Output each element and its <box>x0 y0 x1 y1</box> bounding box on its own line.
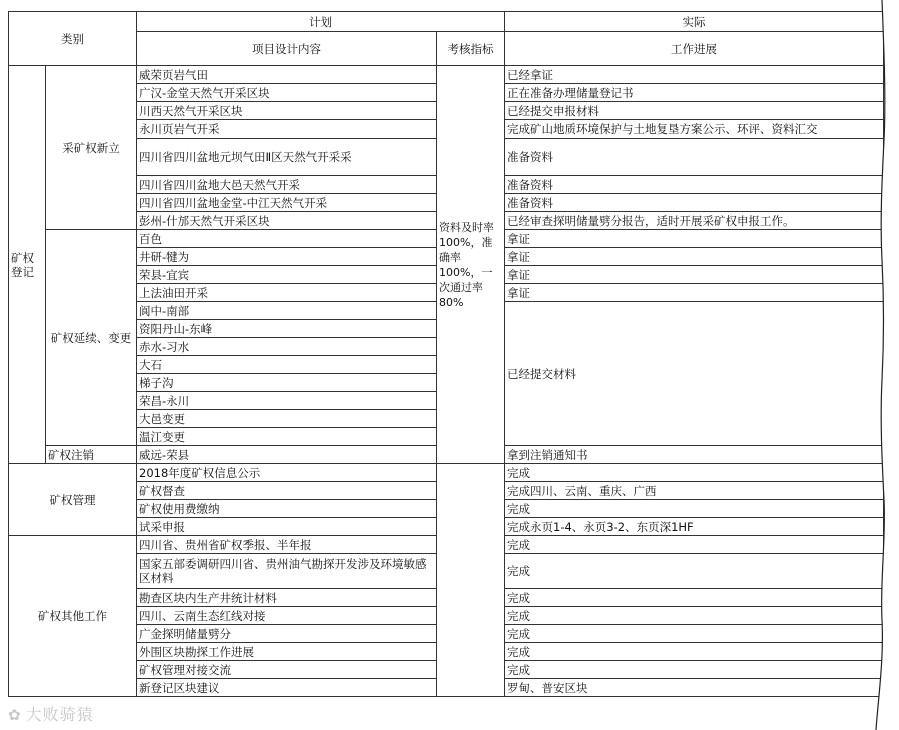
item-cell: 勘查区块内生产井统计材料 <box>137 589 437 607</box>
item-cell: 永川页岩气开采 <box>137 120 437 139</box>
header-project-design: 项目设计内容 <box>137 32 437 66</box>
header-plan: 计划 <box>137 12 505 32</box>
item-cell: 国家五部委调研四川省、贵州油气勘探开发涉及环境敏感区材料 <box>137 554 437 589</box>
item-cell: 赤水-习水 <box>137 338 437 356</box>
item-cell: 阆中-南部 <box>137 302 437 320</box>
item-cell: 大邑变更 <box>137 410 437 428</box>
item-cell: 2018年度矿权信息公示 <box>137 464 437 482</box>
item-cell: 温江变更 <box>137 428 437 446</box>
progress-cell: 完成永页1-4、永页3-2、东页深1HF <box>505 518 884 536</box>
progress-cell: 完成 <box>505 661 884 679</box>
item-cell: 大石 <box>137 356 437 374</box>
item-cell: 上法油田开采 <box>137 284 437 302</box>
group-mining-registration: 矿权登记 <box>9 66 46 464</box>
item-cell: 广金探明储量劈分 <box>137 625 437 643</box>
group-other-work: 矿权其他工作 <box>9 536 137 697</box>
item-cell: 梯子沟 <box>137 374 437 392</box>
item-cell: 荣昌-永川 <box>137 392 437 410</box>
item-cell: 彭州-什邡天然气开采区块 <box>137 212 437 230</box>
item-cell: 资阳丹山-东峰 <box>137 320 437 338</box>
progress-cell: 已经审查探明储量劈分报告，适时开展采矿权申报工作。 <box>505 212 884 230</box>
progress-cell: 完成 <box>505 589 884 607</box>
header-category: 类别 <box>9 12 137 66</box>
watermark: ✿ 大败骑猿 <box>8 705 94 724</box>
kpi-cell-empty <box>437 464 505 697</box>
group-extension-change: 矿权延续、变更 <box>46 230 137 446</box>
progress-cell: 完成四川、云南、重庆、广西 <box>505 482 884 500</box>
progress-cell: 拿证 <box>505 284 884 302</box>
item-cell: 广汉-金堂天然气开采区块 <box>137 84 437 102</box>
progress-cell: 完成 <box>505 643 884 661</box>
progress-cell: 完成 <box>505 464 884 482</box>
item-cell: 外围区块勘探工作进展 <box>137 643 437 661</box>
progress-cell: 拿证 <box>505 248 884 266</box>
progress-cell: 拿到注销通知书 <box>505 446 884 464</box>
kpi-cell: 资料及时率100%，准确率100%，一次通过率80% <box>437 66 505 464</box>
item-cell: 矿权督查 <box>137 482 437 500</box>
progress-cell: 完成矿山地质环境保护与土地复垦方案公示、环评、资料汇交 <box>505 120 884 139</box>
table-row <box>9 464 884 482</box>
progress-cell: 正在准备办理储量登记书 <box>505 84 884 102</box>
item-cell: 矿权管理对接交流 <box>137 661 437 679</box>
item-cell: 四川省、贵州省矿权季报、半年报 <box>137 536 437 554</box>
progress-cell: 完成 <box>505 536 884 554</box>
progress-cell: 完成 <box>505 554 884 589</box>
item-cell: 威远-荣县 <box>137 446 437 464</box>
group-new-mining-right: 采矿权新立 <box>46 66 137 230</box>
progress-cell: 完成 <box>505 500 884 518</box>
header-progress: 工作进展 <box>505 32 884 66</box>
progress-cell: 拿证 <box>505 266 884 284</box>
item-cell: 新登记区块建议 <box>137 679 437 697</box>
item-cell: 井研-犍为 <box>137 248 437 266</box>
mining-rights-table <box>8 11 884 697</box>
item-cell: 威荣页岩气田 <box>137 66 437 84</box>
group-cancellation: 矿权注销 <box>46 446 137 464</box>
watermark-logo-icon: ✿ <box>8 706 22 724</box>
table-row <box>9 66 884 84</box>
progress-cell: 完成 <box>505 625 884 643</box>
item-cell: 四川省四川盆地金堂-中江天然气开采 <box>137 194 437 212</box>
progress-cell: 已经拿证 <box>505 66 884 84</box>
progress-cell: 准备资料 <box>505 176 884 194</box>
item-cell: 试采申报 <box>137 518 437 536</box>
progress-cell: 已经提交申报材料 <box>505 102 884 120</box>
progress-cell: 完成 <box>505 607 884 625</box>
progress-cell: 拿证 <box>505 230 884 248</box>
item-cell: 荣县-宜宾 <box>137 266 437 284</box>
progress-cell-shared: 已经提交材料 <box>505 302 884 446</box>
progress-cell: 准备资料 <box>505 139 884 176</box>
group-management: 矿权管理 <box>9 464 137 536</box>
torn-edge <box>860 0 899 730</box>
item-cell: 四川、云南生态红线对接 <box>137 607 437 625</box>
item-cell: 川西天然气开采区块 <box>137 102 437 120</box>
progress-cell: 准备资料 <box>505 194 884 212</box>
header-kpi: 考核指标 <box>437 32 505 66</box>
header-actual: 实际 <box>505 12 884 32</box>
item-cell: 百色 <box>137 230 437 248</box>
item-cell: 矿权使用费缴纳 <box>137 500 437 518</box>
progress-cell: 罗甸、普安区块 <box>505 679 884 697</box>
item-cell: 四川省四川盆地大邑天然气开采 <box>137 176 437 194</box>
item-cell: 四川省四川盆地元坝气田Ⅱ区天然气开采采 <box>137 139 437 176</box>
